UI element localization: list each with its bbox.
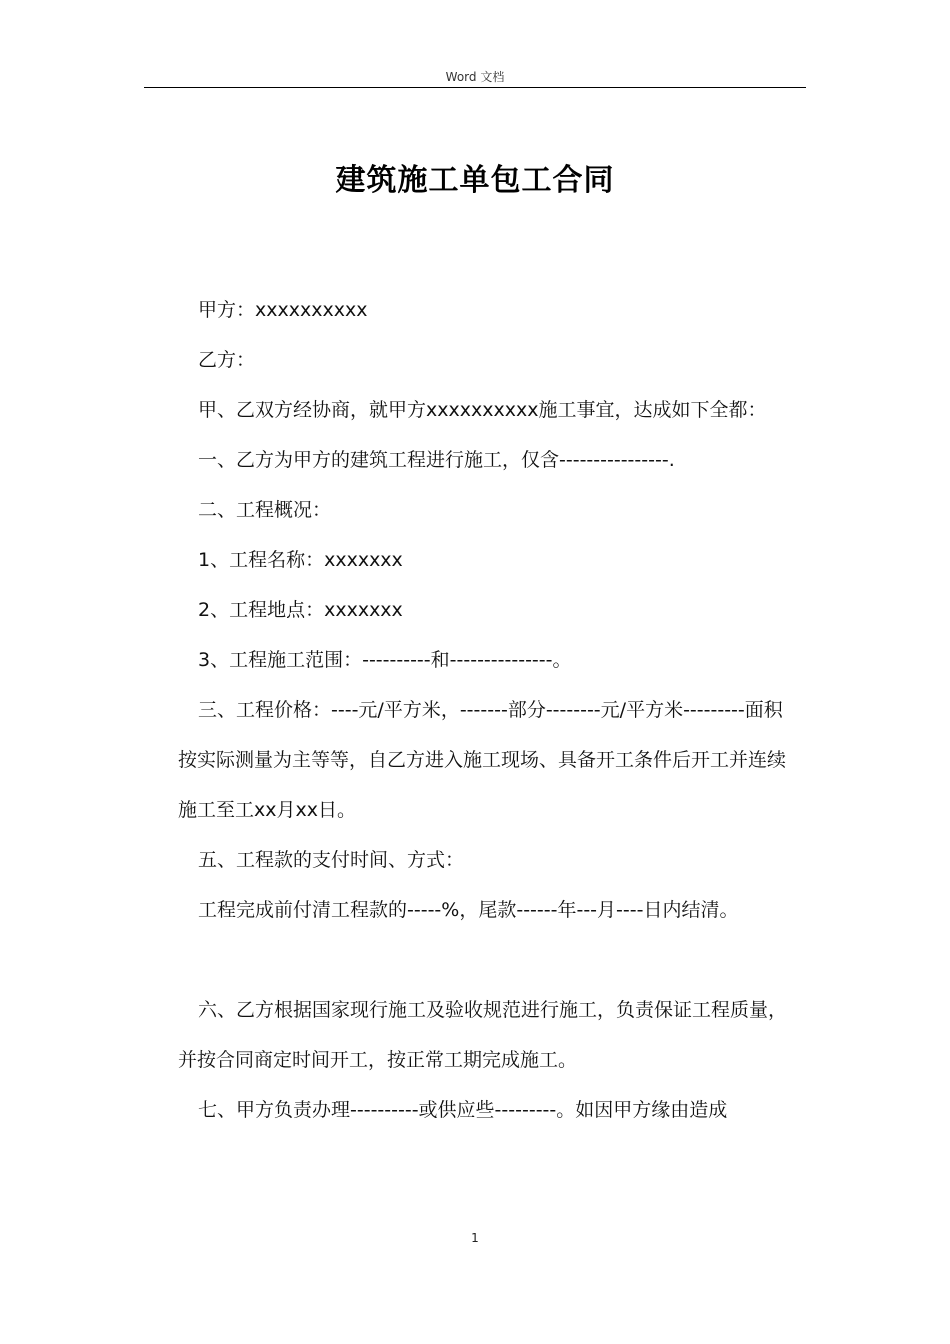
clause-5-heading: 五、工程款的支付时间、方式： xyxy=(198,849,465,871)
clause-3-price: 三、工程价格：----元/平方米，-------部分--------元/平方米---------面积按实际测量为主等等，自乙方进入施工现场、具备开工条件后开工并连续施工至工xx月xx日。 xyxy=(178,699,787,821)
project-scope: 3、工程施工范围：----------和---------------。 xyxy=(198,649,572,671)
blank-line xyxy=(178,935,800,985)
clause-7-party-a-duties: 七、甲方负责办理----------或供应些---------。如因甲方缘由造成 xyxy=(198,1099,728,1121)
clause-2-heading: 二、工程概况： xyxy=(198,499,332,521)
payment-terms: 工程完成前付清工程款的-----%，尾款------年---月----日内结清。 xyxy=(198,899,739,921)
document-body xyxy=(178,285,800,1135)
project-location: 2、工程地点：xxxxxxx xyxy=(198,599,403,621)
agreement-intro: 甲、乙双方经协商，就甲方xxxxxxxxxx施工事宜，达成如下全都： xyxy=(198,399,767,421)
clause-1: 一、乙方为甲方的建筑工程进行施工，仅含----------------. xyxy=(198,449,675,471)
document-title: 建筑施工单包工合同 xyxy=(335,163,615,198)
clause-6-quality: 六、乙方根据国家现行施工及验收规范进行施工，负责保证工程质量，并按合同商定时间开工，按正常工期完成施工。 xyxy=(178,999,788,1071)
page-header-label: Word 文档 xyxy=(445,70,505,84)
page-number: 1 xyxy=(471,1231,479,1245)
party-a-line: 甲方：xxxxxxxxxx xyxy=(198,299,368,321)
header-divider xyxy=(144,87,806,88)
project-name: 1、工程名称：xxxxxxx xyxy=(198,549,403,571)
party-b-line: 乙方： xyxy=(198,349,256,371)
